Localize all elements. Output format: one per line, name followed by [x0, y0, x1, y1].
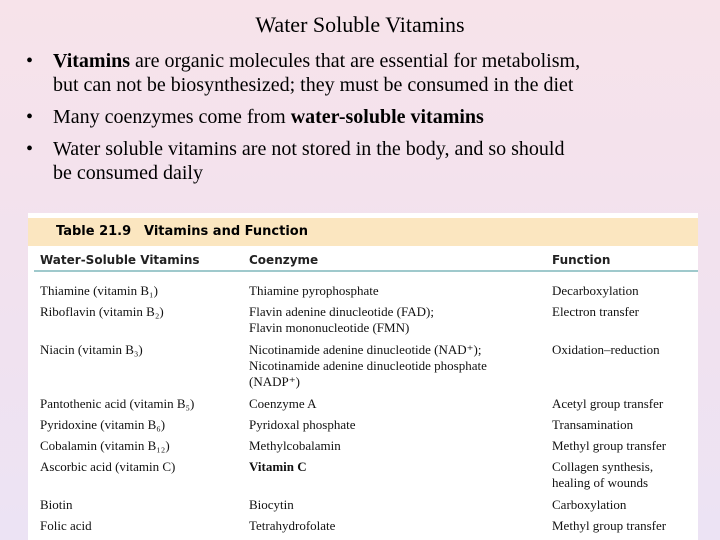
vitamin-table-image [28, 213, 698, 540]
cell-vitamin: Thiamine (vitamin B₁) [40, 283, 158, 298]
cell-vitamin: Pantothenic acid (vitamin B₅) [40, 396, 195, 411]
cell-function: Carboxylation [552, 497, 627, 512]
header-divider [34, 270, 698, 272]
bullet-list [24, 49, 714, 193]
cell-function: Collagen synthesis, [552, 459, 654, 474]
table-name: Vitamins and Function [144, 224, 308, 239]
column-header-vitamin: Water-Soluble Vitamins [40, 253, 200, 267]
table-title-bar [28, 218, 698, 246]
cell-coenzyme: Coenzyme A [249, 396, 317, 411]
cell-function: Electron transfer [552, 304, 639, 319]
cell-vitamin: Pyridoxine (vitamin B₆) [40, 417, 166, 432]
cell-function: Oxidation–reduction [552, 342, 660, 357]
cell-coenzyme: Nicotinamide adenine dinucleotide phosphate [249, 358, 487, 373]
cell-coenzyme: Biocytin [249, 497, 294, 512]
cell-coenzyme: (NADP⁺) [249, 374, 300, 389]
column-header-function: Function [552, 253, 611, 267]
cell-vitamin: Folic acid [40, 518, 92, 533]
cell-coenzyme: Pyridoxal phosphate [249, 417, 356, 432]
cell-coenzyme: Vitamin C [249, 459, 307, 474]
bullet-marker: • [26, 50, 34, 72]
column-header-coenzyme: Coenzyme [249, 253, 319, 267]
bullet-marker: • [26, 106, 34, 128]
cell-function: healing of wounds [552, 475, 649, 490]
cell-function: Acetyl group transfer [552, 396, 664, 411]
cell-coenzyme: Methylcobalamin [249, 438, 341, 453]
cell-coenzyme: Flavin mononucleotide (FMN) [249, 320, 410, 335]
bullet-text: Many coenzymes come from [53, 106, 291, 128]
slide-title: Water Soluble Vitamins [255, 12, 465, 37]
bullet-marker: • [26, 138, 34, 160]
cell-vitamin: Ascorbic acid (vitamin C) [40, 459, 176, 474]
cell-vitamin: Cobalamin (vitamin B₁₂) [40, 438, 170, 453]
bullet-text: but can not be biosynthesized; they must be consumed in the diet [53, 74, 574, 96]
bullet-text: are organic molecules that are essential for metabolism, [130, 50, 581, 72]
bullet-item-vitamins [24, 49, 714, 97]
bullet-text: be consumed daily [53, 162, 203, 184]
cell-function: Methyl group transfer [552, 438, 667, 453]
cell-coenzyme: Flavin adenine dinucleotide (FAD); [249, 304, 434, 319]
table-number: Table 21.9 [56, 224, 132, 239]
cell-function: Transamination [552, 417, 634, 432]
cell-vitamin: Riboflavin (vitamin B₂) [40, 304, 164, 319]
cell-function: Methyl group transfer [552, 518, 667, 533]
bullet-text: Water soluble vitamins are not stored in the body, and so should [53, 138, 565, 160]
bullet-item-coenzymes [24, 105, 714, 129]
cell-vitamin: Biotin [40, 497, 73, 512]
cell-coenzyme: Nicotinamide adenine dinucleotide (NAD⁺); [249, 342, 482, 357]
cell-coenzyme: Tetrahydrofolate [249, 518, 336, 533]
cell-function: Decarboxylation [552, 283, 639, 298]
cell-vitamin: Niacin (vitamin B₃) [40, 342, 143, 357]
cell-coenzyme: Thiamine pyrophosphate [249, 283, 379, 298]
bullet-bold-water-soluble: water-soluble vitamins [290, 106, 484, 128]
bullet-item-not-stored [24, 137, 714, 185]
bullet-bold-vitamins: Vitamins [53, 50, 131, 72]
